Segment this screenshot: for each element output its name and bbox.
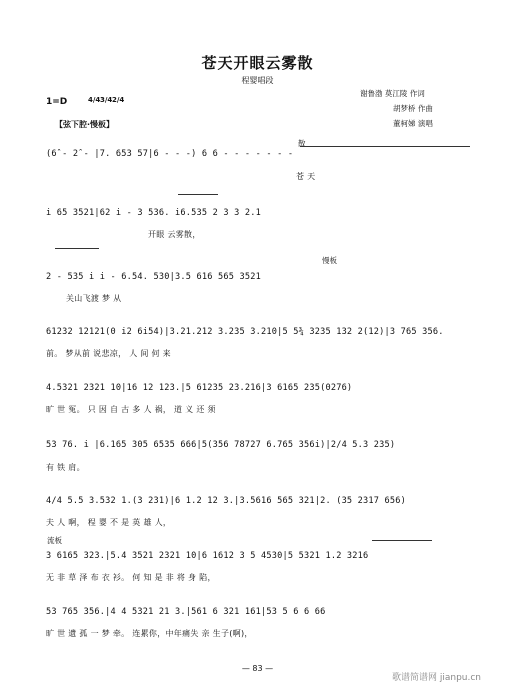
notation-row-7: 4/4 5.5 3.532 1.(3 231)|6 1.2 12 3.|3.5616 565 321|2. (35 2317 656): [46, 496, 407, 506]
page-number: — 83 —: [241, 664, 274, 673]
credit-singer: 董柯娣 演唱: [393, 119, 433, 128]
notation-row-8: 3 6165 323.|5.4 3521 2321 10|6 1612 3 5 4530|5 5321 1.2 3216: [46, 551, 369, 561]
manban-marking: 慢板: [322, 256, 337, 265]
lyrics-row-1: 苍 天: [296, 172, 316, 181]
meter-2-4: 2/4: [112, 96, 125, 104]
liuban-marking: 流板: [47, 536, 62, 545]
free-rhythm-line: [300, 146, 470, 147]
tempo-marking: 【弦下腔·慢板】: [55, 120, 115, 129]
lyrics-row-3: 关山飞渡 梦 从: [66, 294, 122, 303]
notation-row-4: 61232 12121(0 i2 6i54)|3.21.212 3.235 3.210|5 5¾ 3235 132 2(12)|3 765 356.: [46, 327, 444, 337]
lyrics-row-2: 开眼 云雾散，: [148, 230, 201, 239]
credit-lyricist: 谢鲁渤 莫江陵 作词: [360, 89, 425, 98]
notation-row-3: 2 - 535 i i - 6.54. 530|3.5 616 565 3521: [46, 272, 261, 282]
slur-mark: [372, 540, 432, 541]
notation-row-1: (6̂ - 2̂ - |7. 653 57|6 - - -) 6 6 - - - - - - -: [46, 149, 294, 159]
song-title: 苍天开眼云雾散: [201, 54, 314, 72]
lyrics-row-7: 夫 人 啊， 程 婴 不 是 英 雄 人，: [46, 518, 172, 527]
lyrics-row-4: 前。 梦从前 说悲凉， 人 间 何 来: [46, 349, 171, 358]
song-subtitle: 程婴唱段: [241, 76, 274, 85]
credit-composer: 胡梦桥 作曲: [393, 104, 433, 113]
meter-3-4: 3/4: [100, 96, 113, 104]
key-signature: 1=D: [46, 97, 68, 107]
notation-row-9: 53 765 356.|4 4 5321 21 3.|561 6 321 161|53 5 6 6 66: [46, 607, 326, 617]
lyrics-row-6: 有 铁 肩。: [46, 463, 85, 472]
notation-row-2: i 65 3521|62 i - 3 536. i6.535 2 3 3 2.1: [46, 208, 261, 218]
san-marking: 散: [298, 139, 306, 148]
lyrics-row-8: 无 非 草 泽 布 衣 衫。 何 知 是 非 将 身 陷，: [46, 573, 216, 582]
meter-4-4: 4/4: [88, 96, 101, 104]
site-watermark: 歌谱简谱网 jianpu.cn: [392, 673, 482, 683]
slur-mark: [55, 248, 99, 249]
notation-row-6: 53 76. i |6.165 305 6535 666|5(356 78727 6.765 356i)|2/4 5.3 235): [46, 440, 396, 450]
lyrics-row-5: 旷 世 冤。 只 因 自 古 多 人 祸， 道 义 还 须: [46, 405, 216, 414]
slur-mark: [178, 194, 218, 195]
lyrics-row-9: 旷 世 遗 孤 一 梦 牵。 连累你，中年痛失 亲 生子(啊)，: [46, 629, 253, 638]
notation-row-5: 4.5321 2321 10|16 12 123.|5 61235 23.216|3 6165 235(0276): [46, 383, 353, 393]
